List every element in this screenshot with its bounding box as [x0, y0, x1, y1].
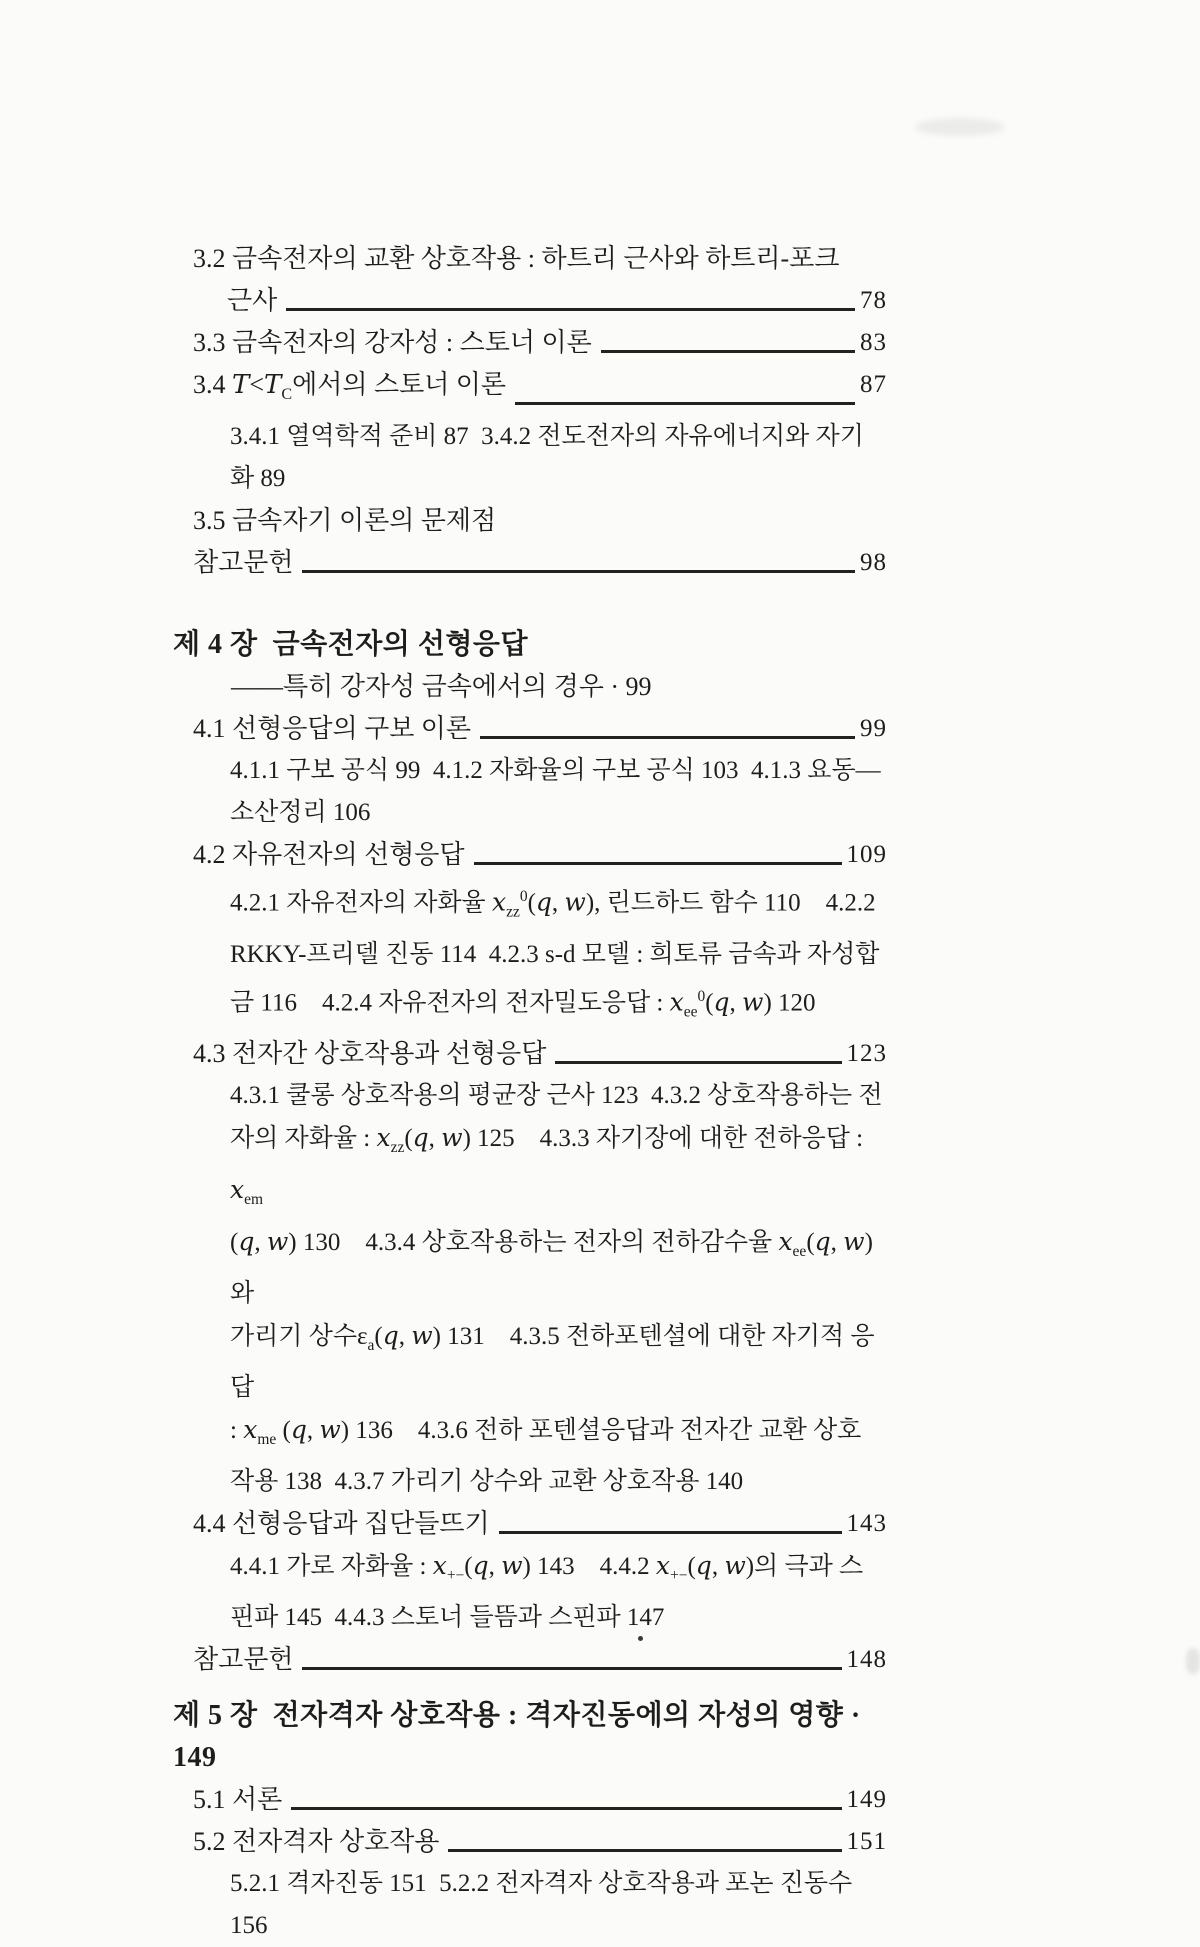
- toc-subentry-label: 4.4.1 가로 자화율 : $x_{+-}(q$, w) 143 4.4.2 $x_{+-}(q$, w)의 극과 스: [230, 1550, 864, 1584]
- toc-subentry-label: 금 116 4.2.4 자유전자의 전자밀도응답 : $x_{ee}^0(q$, w) 120: [230, 986, 816, 1020]
- toc-entry-3-2-continuation: [173, 280, 887, 322]
- page-number: 123: [846, 1039, 887, 1067]
- toc-page: [173, 238, 887, 1947]
- toc-entry-label: 3.4 $T<T_C$에서의 스토너 이론: [193, 370, 507, 404]
- page-number: 149: [846, 1785, 887, 1813]
- toc-subentry-4-3-1: [173, 1075, 887, 1117]
- leader-line: [302, 570, 855, 573]
- page-number: 151: [846, 1827, 887, 1855]
- toc-subentry-label: : $x_{me}$ (q, w) 136 4.3.6 전하 포텐셜응답과 전자간 교환 상호: [230, 1414, 862, 1448]
- toc-entry-label: 3.3 금속전자의 강자성 : 스토너 이론: [193, 328, 592, 357]
- leader-line: [555, 1061, 841, 1064]
- toc-subentry-label: 4.1.1 구보 공식 99 4.1.2 자화율의 구보 공식 103 4.1.3 요동—: [230, 757, 881, 785]
- toc-subentry-4-3-continuation-3: [173, 1315, 887, 1409]
- page-number: 78: [860, 287, 887, 314]
- toc-subentry-4-3-continuation-1: [173, 1117, 887, 1221]
- leader-line: [286, 308, 855, 311]
- toc-subentry-4-3-continuation-4: [173, 1409, 887, 1461]
- leader-line: [601, 350, 855, 353]
- page-number: 98: [860, 549, 887, 577]
- toc-subentry-4-3-continuation-2: [173, 1221, 887, 1315]
- page-number: 109: [846, 841, 887, 869]
- toc-subentry-4-4-continuation: [173, 1597, 887, 1639]
- toc-entry-label: 5.2 전자격자 상호작용: [193, 1826, 440, 1856]
- toc-entry-label: 4.2 자유전자의 선형응답: [193, 840, 465, 870]
- scan-artifact-smudge: [915, 118, 1005, 136]
- toc-subentry-label: 4.3.1 쿨롱 상호작용의 평균장 근사 123 4.3.2 상호작용하는 전: [230, 1081, 883, 1109]
- toc-entry-label: 근사: [227, 286, 278, 315]
- toc-entry-label: 4.3 전자간 상호작용과 선형응답: [193, 1038, 547, 1068]
- toc-subentry-label: 4.2.1 자유전자의 자화율 $x_{zz}^0(q$, w), 린드하드 함수 110 4.2.2: [230, 887, 876, 921]
- chapter-heading-4: [173, 624, 887, 666]
- toc-entry-4-1: [173, 708, 887, 750]
- toc-subentry-label: (q, w) 130 4.3.4 상호작용하는 전자의 전하감수율 $x_{ee}(q$, w)와: [230, 1226, 873, 1307]
- toc-entry-5-2: [173, 1821, 887, 1863]
- toc-subentry-label: 가리기 상수$\varepsilon_a(q$, w) 131 4.3.5 전하포텐셜에 대한 자기적 응답: [230, 1320, 875, 1401]
- chapter-subtitle-4: [173, 666, 887, 708]
- toc-entry-label: 3.2 금속전자의 교환 상호작용 : 하트리 근사와 하트리-포크: [193, 244, 840, 273]
- toc-entry-4-2: [173, 834, 887, 876]
- toc-entry-label: 3.5 금속자기 이론의 문제점: [193, 506, 497, 536]
- toc-entry-4-3: [173, 1033, 887, 1075]
- toc-subentry-label: 핀파 145 4.4.3 스토너 들뜸과 스핀파 147: [230, 1603, 665, 1631]
- leader-line: [480, 736, 855, 739]
- toc-subentry-4-1-1: [173, 750, 887, 792]
- leader-line: [515, 402, 855, 405]
- scan-artifact-smudge: [1186, 1648, 1200, 1674]
- toc-subentry-5-2-1: [173, 1863, 887, 1947]
- leader-line: [448, 1849, 841, 1852]
- toc-subentry-label: 3.4.1 열역학적 준비 87 3.4.2 전도전자의 자유에너지와 자기화 89: [230, 423, 864, 493]
- page-number: 148: [846, 1645, 887, 1673]
- toc-entry-label: 4.1 선형응답의 구보 이론: [193, 714, 472, 744]
- toc-subentry-4-3-continuation-5: [173, 1461, 887, 1503]
- page-number: 83: [860, 329, 887, 356]
- page-number: 99: [860, 715, 887, 743]
- page-number: 87: [860, 371, 887, 398]
- chapter-subtitle-label: ——특히 강자성 금속에서의 경우 · 99: [231, 672, 652, 702]
- toc-subentry-4-2-continuation-1: [173, 934, 887, 976]
- toc-entry-3-3: [173, 322, 887, 364]
- toc-subentry-4-2-continuation-2: [173, 976, 887, 1033]
- toc-entry-label: 5.1 서론: [193, 1784, 283, 1814]
- toc-entry-references-ch3: [173, 542, 887, 584]
- toc-entry-4-4: [173, 1503, 887, 1545]
- leader-line: [302, 1667, 841, 1670]
- chapter-heading-5: [173, 1695, 887, 1779]
- leader-line: [499, 1531, 842, 1534]
- chapter-title: 제 5 장 전자격자 상호작용 : 격자진동에의 자성의 영향 · 149: [173, 1699, 869, 1773]
- toc-subentry-4-4-1: [173, 1545, 887, 1597]
- chapter-title: 제 4 장 금속전자의 선형응답: [173, 629, 529, 661]
- toc-subentry-label: RKKY-프리델 진동 114 4.2.3 s-d 모델 : 희토류 금속과 자성합: [230, 940, 880, 968]
- leader-line: [291, 1807, 841, 1810]
- toc-subentry-label: 자의 자화율 : $x_{zz}(q$, w) 125 4.3.3 자기장에 대한 전하응답 : $x_{em}$: [230, 1122, 870, 1208]
- toc-subentry-label: 5.2.1 격자진동 151 5.2.2 전자격자 상호작용과 포논 진동수 156: [230, 1869, 859, 1939]
- toc-subentry-label: 작용 138 4.3.7 가리기 상수와 교환 상호작용 140: [230, 1467, 744, 1495]
- scan-artifact-dot: [638, 1636, 643, 1641]
- toc-subentry-4-2-1: [173, 876, 887, 933]
- leader-line: [474, 862, 842, 865]
- toc-subentry-label: 소산정리 106: [230, 799, 371, 827]
- toc-subentry-3-4-1: [173, 416, 887, 500]
- toc-entry-3-2: [173, 238, 887, 280]
- toc-subentry-4-1-continuation: [173, 792, 887, 834]
- page-number: 143: [846, 1509, 887, 1537]
- toc-entry-label: 4.4 선형응답과 집단들뜨기: [193, 1508, 490, 1538]
- toc-entry-label: 참고문헌: [193, 548, 294, 578]
- toc-entry-3-5: [173, 500, 887, 542]
- toc-entry-label: 참고문헌: [193, 1644, 294, 1674]
- toc-entry-3-4: [173, 364, 887, 416]
- toc-entry-references-ch4: [173, 1639, 887, 1681]
